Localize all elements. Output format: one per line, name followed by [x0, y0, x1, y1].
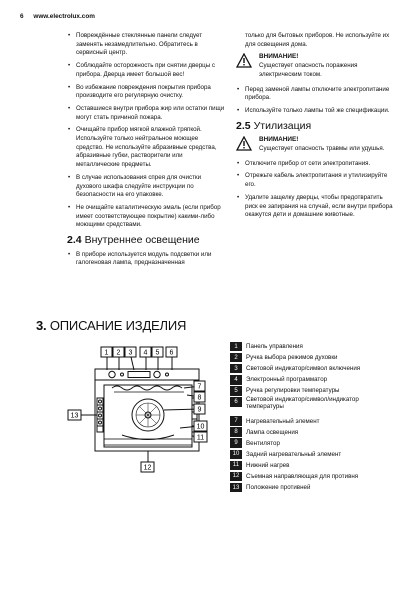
list-item: • Не очищайте каталитическую эмаль (если прибор имеет соответствующее покрытие) какими-либо моющими средствами.	[67, 204, 225, 230]
diagram-label: 6	[169, 349, 174, 357]
parts-legend	[230, 341, 391, 493]
list-item: • Очищайте прибор мягкой влажной тряпкой. Используйте только нейтральное моющее средство. Не используйте абразивные средства, абразивные губки, растворители или металлические предметы.	[67, 126, 225, 170]
left-column	[67, 32, 225, 272]
warning-title: ВНИМАНИЕ!	[259, 53, 299, 61]
list-item: • Используйте только лампы той же спецификации.	[236, 107, 396, 116]
disposal-list	[236, 160, 396, 220]
legend-number: 11	[230, 461, 242, 471]
list-item: • Во избежание повреждения покрытия прибора производите его регулярную очистку.	[67, 84, 225, 101]
subsection-number: 2.5	[236, 119, 251, 132]
legend-text: Ручка выбора режимов духовки	[246, 354, 338, 362]
legend-text: Ручка регулировки температуры	[246, 387, 340, 395]
list-item: • Отключите прибор от сети электропитания.	[236, 160, 396, 169]
legend-text: Задний нагревательный элемент	[246, 450, 342, 458]
list-item: • В приборе используется модуль подсветки или галогеновая лампа, предназначенная	[67, 251, 225, 268]
diagram-label: 9	[197, 406, 202, 414]
legend-item	[230, 363, 391, 374]
legend-number: 10	[230, 450, 242, 460]
legend-number: 5	[230, 386, 242, 396]
legend-number: 13	[230, 483, 242, 493]
legend-text: Вентилятор	[246, 439, 280, 447]
subsection-title: Утилизация	[253, 119, 312, 132]
diagram-label: 4	[143, 349, 148, 357]
warning-title: ВНИМАНИЕ!	[259, 136, 299, 144]
legend-text: Электронный программатор	[246, 376, 328, 384]
section-number: 3.	[36, 318, 47, 333]
list-item: • Перед заменой лампы отключите электропитание прибора.	[236, 86, 396, 103]
list-item: • Оставшиеся внутри прибора жир или остатки пищи могут стать причиной пожара.	[67, 105, 225, 122]
warning-triangle-icon	[236, 136, 252, 151]
subsection-title: Внутреннее освещение	[84, 234, 200, 247]
warning-injury	[236, 136, 396, 153]
legend-text: Нижний нагрев	[246, 461, 290, 469]
legend-item	[230, 449, 391, 460]
legend-text: Нагревательный элемент	[246, 417, 320, 425]
page-header	[20, 13, 95, 20]
oven-diagram	[62, 340, 210, 480]
legend-number: 1	[230, 342, 242, 352]
page-number: 6	[20, 13, 24, 20]
right-column	[236, 32, 396, 224]
diagram-label: 1	[104, 349, 109, 357]
warning-electric	[236, 53, 396, 79]
legend-number: 4	[230, 375, 242, 385]
legend-item	[230, 471, 391, 482]
lamp-list	[236, 86, 396, 116]
legend-number: 2	[230, 353, 242, 363]
list-item: • Удалите защелку дверцы, чтобы предотвратить риск ее запирания на случай, если внутри прибора окажутся дети и домашние животные.	[236, 194, 396, 220]
list-item: • В случае использования спрея для очистки духового шкафа следуйте инструкции по безопасности на его упаковке.	[67, 174, 225, 200]
warning-text: Существует опасность поражения электрическим током.	[259, 62, 358, 78]
subsection-heading-disposal	[236, 119, 396, 132]
legend-number: 12	[230, 472, 242, 482]
warning-text: Существует опасность травмы или удушья.	[259, 145, 385, 153]
continuation-text: только для бытовых приборов. Не используйте их для освещения дома.	[245, 32, 390, 48]
legend-text: Световой индикатор/символ включения	[246, 365, 361, 373]
legend-text: Панель управления	[246, 343, 303, 351]
legend-text: Положение противней	[246, 484, 311, 492]
subsection-heading-lighting	[67, 236, 225, 245]
legend-item	[230, 427, 391, 438]
list-item: • Повреждённые стеклянные панели следует заменять незамедлительно. Обратитесь в сервисный центр.	[67, 32, 225, 58]
list-item: • Отрежьте кабель электропитания и утилизируйте его.	[236, 172, 396, 189]
legend-number: 7	[230, 416, 242, 426]
legend-item	[230, 482, 391, 493]
legend-number: 3	[230, 364, 242, 374]
subsection-number: 2.4	[67, 234, 82, 247]
legend-number: 6	[230, 397, 242, 407]
legend-text: Световой индикатор/символ/индикатор температуры	[246, 396, 359, 411]
diagram-label: 2	[116, 349, 121, 357]
legend-item	[230, 460, 391, 471]
legend-text: Съемная направляющая для противня	[246, 472, 359, 480]
diagram-label: 10	[196, 423, 205, 431]
diagram-label: 12	[143, 464, 152, 472]
section-title-text: ОПИСАНИЕ ИЗДЕЛИЯ	[49, 318, 187, 333]
legend-item	[230, 374, 391, 385]
diagram-label: 11	[196, 434, 205, 442]
diagram-label: 5	[155, 349, 160, 357]
legend-item	[230, 385, 391, 396]
legend-number: 9	[230, 438, 242, 448]
safety-list-top	[67, 32, 225, 230]
legend-number: 8	[230, 427, 242, 437]
legend-item	[230, 415, 391, 426]
diagram-label: 3	[128, 349, 133, 357]
legend-item	[230, 352, 391, 363]
section-title	[36, 318, 186, 333]
legend-item	[230, 341, 391, 352]
list-item: • Соблюдайте осторожность при снятии дверцы с прибора. Дверца имеет большой вес!	[67, 62, 225, 79]
lighting-list	[67, 251, 225, 268]
diagram-label: 8	[197, 394, 202, 402]
legend-item	[230, 396, 391, 415]
warning-triangle-icon	[236, 53, 252, 68]
diagram-label: 13	[70, 412, 79, 420]
legend-text: Лампа освещения	[246, 428, 299, 436]
legend-item	[230, 438, 391, 449]
site-url: www.electrolux.com	[33, 13, 95, 20]
diagram-label: 7	[197, 383, 202, 391]
